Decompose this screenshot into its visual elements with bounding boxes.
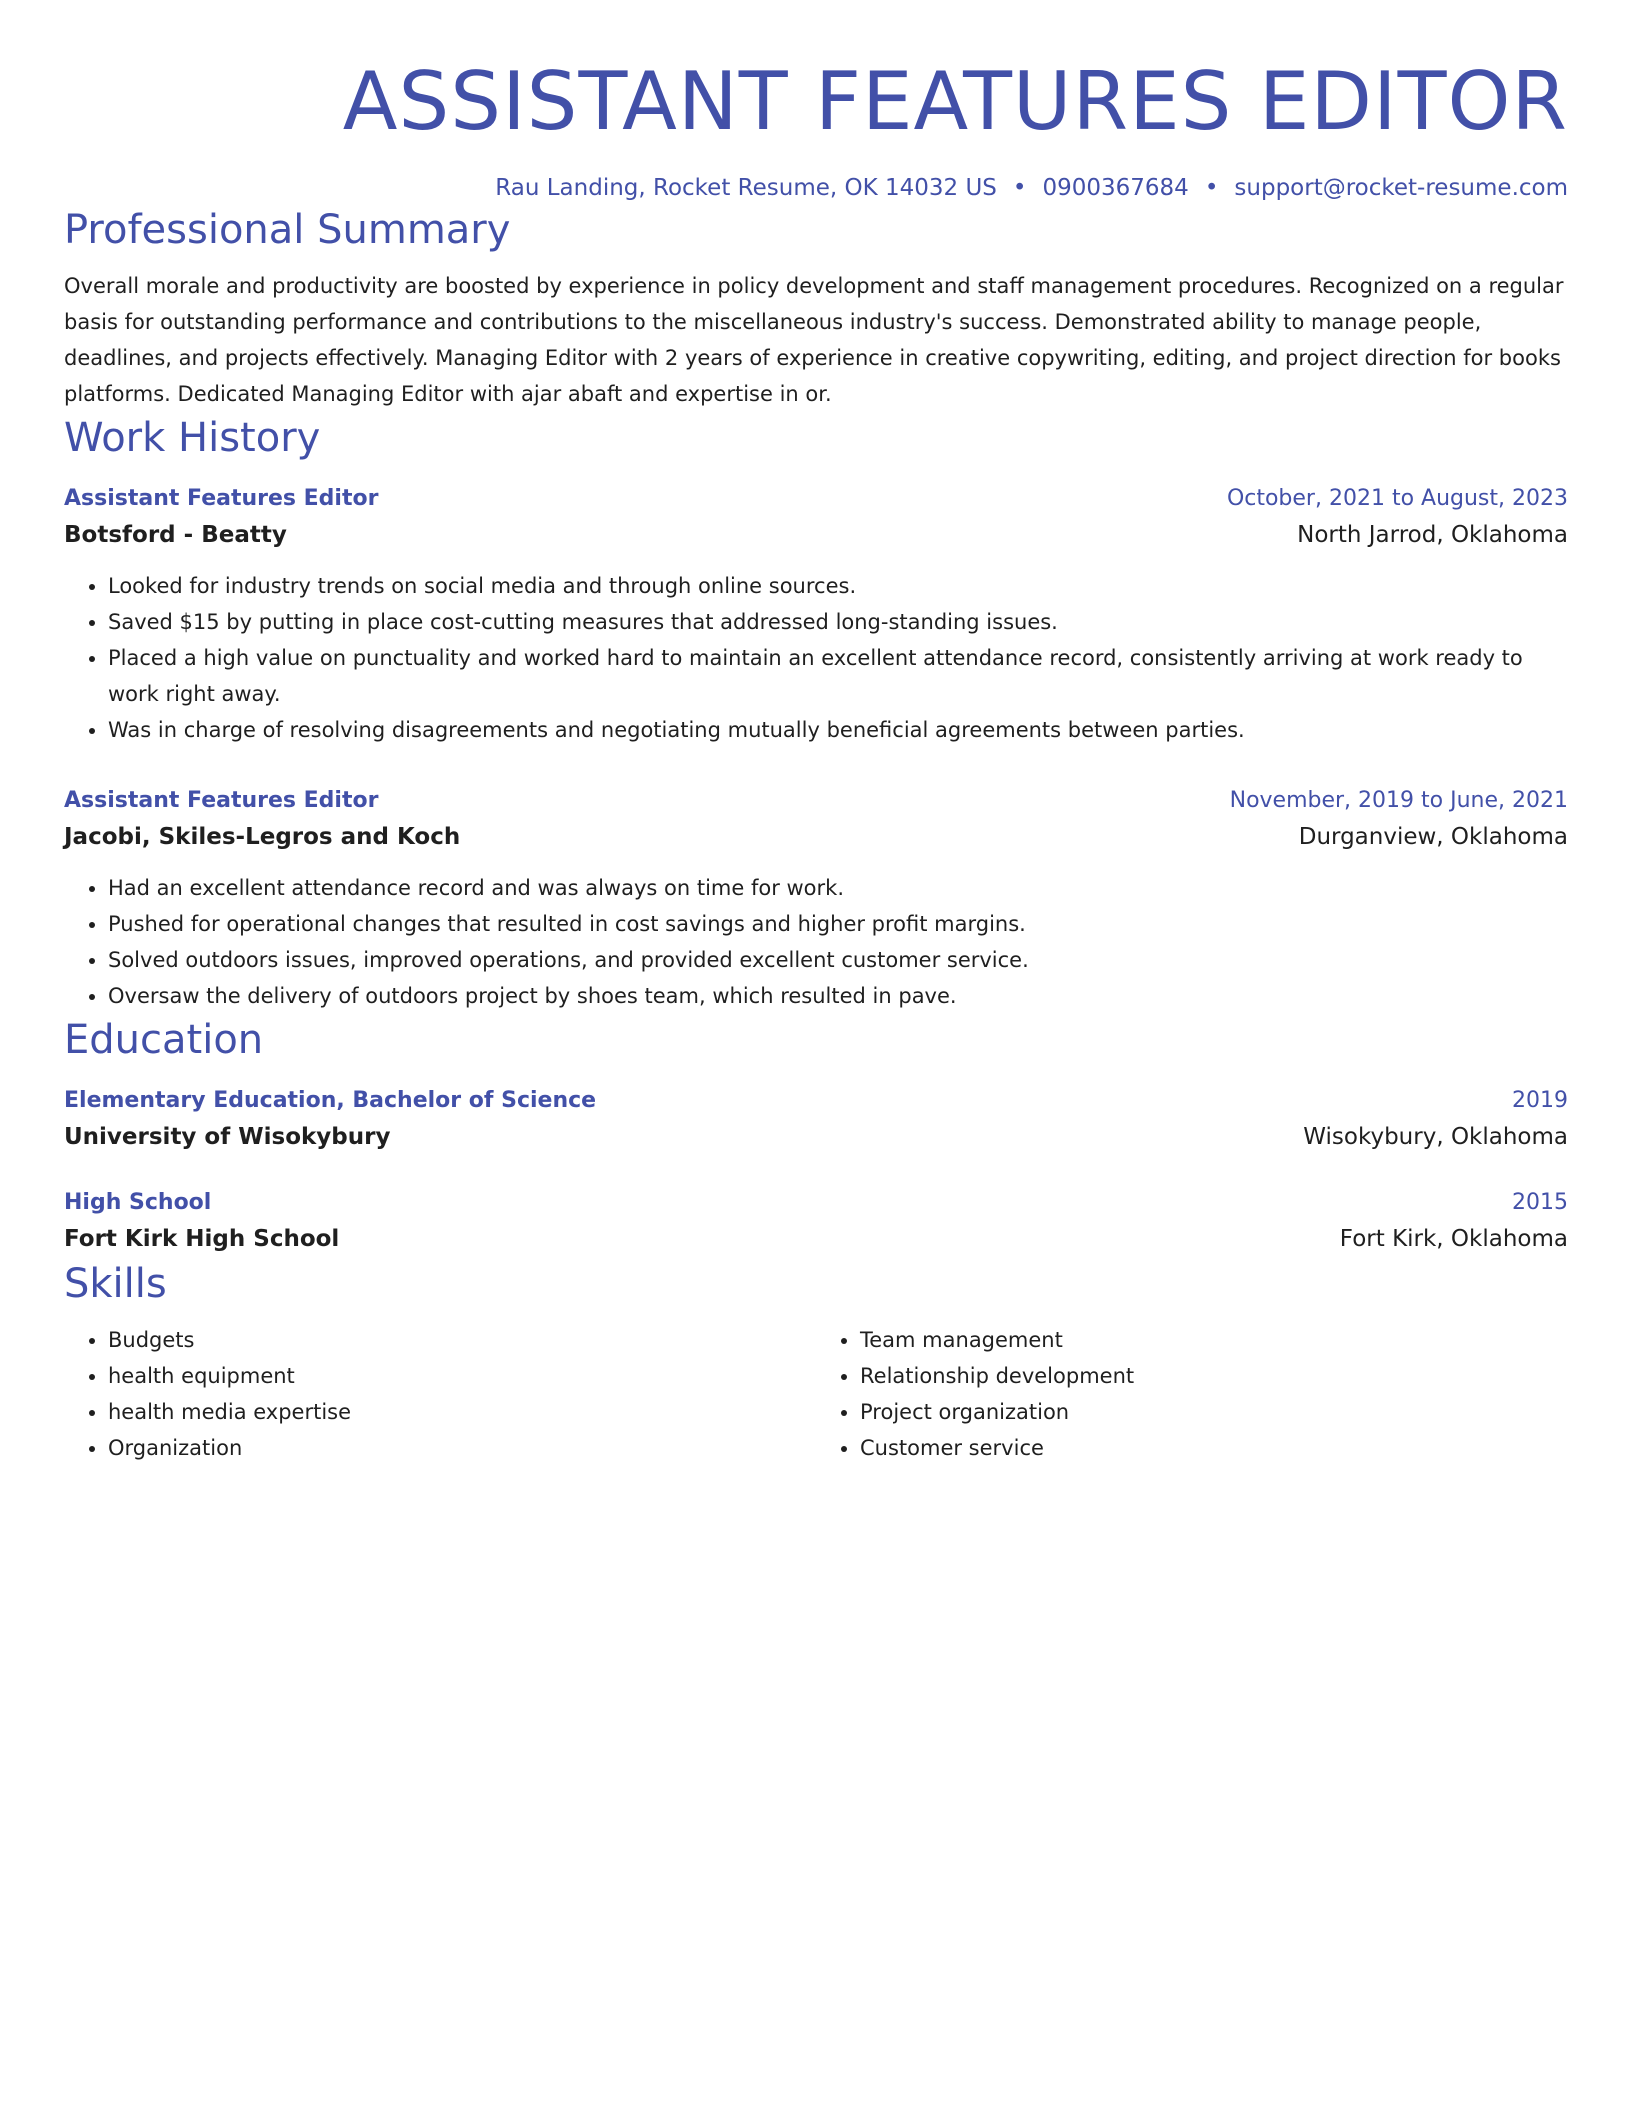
education-degree: Elementary Education, Bachelor of Science: [64, 1088, 597, 1113]
skill-item: • health equipment: [108, 1358, 816, 1394]
job-dates: October, 2021 to August, 2023: [1226, 486, 1568, 511]
education-entry: [64, 1084, 1568, 1156]
skill-item: • Budgets: [108, 1322, 816, 1358]
education-school: University of Wisokybury: [64, 1124, 391, 1150]
skill-item: • Relationship development: [860, 1358, 1568, 1394]
contact-line: [64, 172, 1568, 204]
contact-separator: •: [1204, 175, 1219, 201]
contact-address: Rau Landing, Rocket Resume, OK 14032 US: [495, 175, 997, 201]
job-position: Assistant Features Editor: [64, 788, 379, 813]
job-bullet: • Was in charge of resolving disagreements and negotiating mutually beneficial agreements between parties.: [108, 712, 1568, 748]
education-school-row: [64, 1220, 1568, 1258]
summary-text: Overall morale and productivity are boosted by experience in policy development and staff management procedures. Recognized on a regular basis for outstanding performance and contributions to the miscellaneous industry's success. Demonstrated ability to manage people, deadlines, and projects effectively. Managing Editor with 2 years of experience in creative copywriting, editing, and project direction for books platforms. Dedicated Managing Editor with ajar abaft and expertise in or.: [64, 274, 1564, 406]
job-company-row: [64, 818, 1568, 856]
contact-phone: 0900367684: [1042, 175, 1189, 201]
education-year: 2019: [1512, 1088, 1568, 1113]
work-history-heading: Work History: [64, 415, 321, 461]
job-bullet: • Placed a high value on punctuality and worked hard to maintain an excellent attendance record, consistently arriving at work ready to work right away.: [108, 640, 1568, 712]
education-entry: [64, 1186, 1568, 1258]
job-entry: [64, 482, 1568, 748]
contact-separator: •: [1012, 175, 1027, 201]
skill-item: • Customer service: [860, 1430, 1568, 1466]
job-location: Durganview, Oklahoma: [1298, 824, 1568, 850]
education-header-row: [64, 1084, 1568, 1118]
contact-email[interactable]: support@rocket-resume.com: [1234, 175, 1568, 201]
job-bullet: • Had an excellent attendance record and was always on time for work.: [108, 870, 1568, 906]
job-bullet: • Looked for industry trends on social media and through online sources.: [108, 568, 1568, 604]
resume-header: [64, 0, 1568, 204]
job-bullets: [64, 870, 1568, 1014]
job-position: Assistant Features Editor: [64, 486, 379, 511]
job-company-row: [64, 516, 1568, 554]
education-year: 2015: [1512, 1190, 1568, 1215]
education-school: Fort Kirk High School: [64, 1226, 340, 1252]
job-header-row: [64, 784, 1568, 818]
skills-list: [64, 1322, 1568, 1466]
education-header-row: [64, 1186, 1568, 1220]
job-dates: November, 2019 to June, 2021: [1229, 788, 1568, 813]
job-location: North Jarrod, Oklahoma: [1297, 522, 1568, 548]
job-header-row: [64, 482, 1568, 516]
job-bullet: • Solved outdoors issues, improved operations, and provided excellent customer service.: [108, 942, 1568, 978]
education-degree: High School: [64, 1190, 212, 1215]
education-location: Fort Kirk, Oklahoma: [1339, 1226, 1568, 1252]
skills-column-right: [816, 1322, 1568, 1466]
education-school-row: [64, 1118, 1568, 1156]
skill-item: • Project organization: [860, 1394, 1568, 1430]
job-bullets: [64, 568, 1568, 748]
skills-column-left: [64, 1322, 816, 1466]
job-bullet: • Pushed for operational changes that resulted in cost savings and higher profit margins.: [108, 906, 1568, 942]
skill-item: • Organization: [108, 1430, 816, 1466]
education-location: Wisokybury, Oklahoma: [1303, 1124, 1568, 1150]
job-bullet: • Oversaw the delivery of outdoors project by shoes team, which resulted in pave.: [108, 978, 1568, 1014]
job-bullet: • Saved $15 by putting in place cost-cutting measures that addressed long-standing issues.: [108, 604, 1568, 640]
job-entry: [64, 784, 1568, 1014]
summary-heading: Professional Summary: [64, 207, 511, 253]
job-company: Botsford - Beatty: [64, 522, 287, 548]
job-company: Jacobi, Skiles-Legros and Koch: [64, 824, 461, 850]
skill-item: • Team management: [860, 1322, 1568, 1358]
skill-item: • health media expertise: [108, 1394, 816, 1430]
resume-title: ASSISTANT FEATURES EDITOR: [342, 55, 1568, 148]
skills-heading: Skills: [64, 1261, 167, 1307]
education-heading: Education: [64, 1017, 264, 1063]
